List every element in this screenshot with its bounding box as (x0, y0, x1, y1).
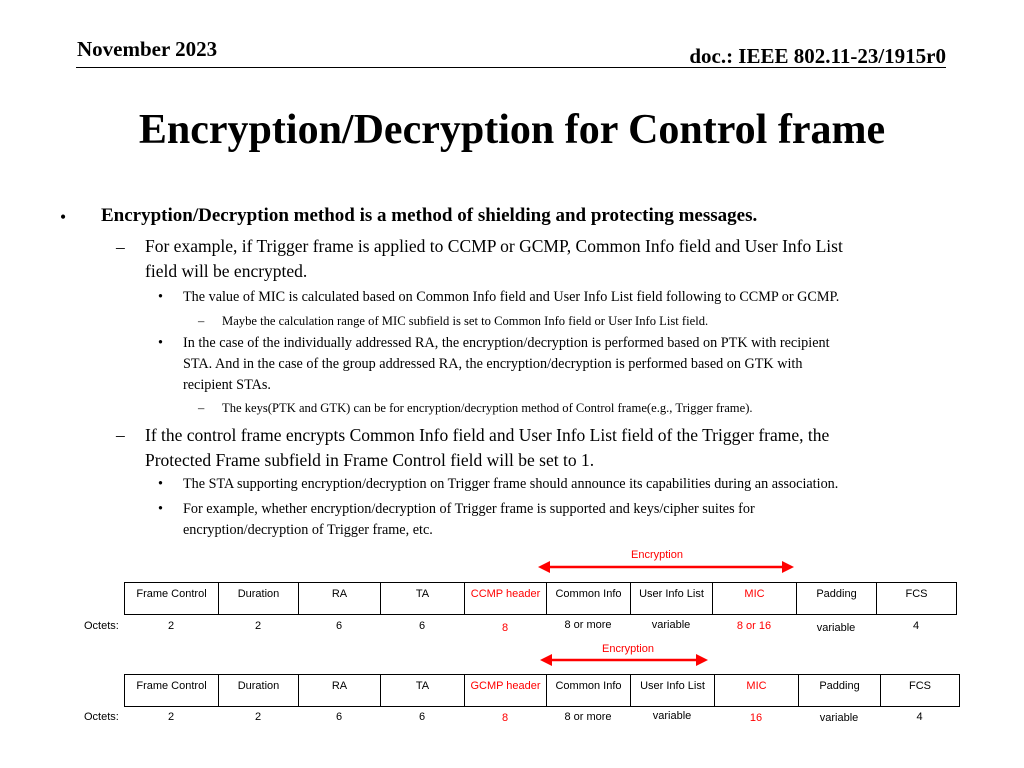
frame-format-figure (0, 540, 1024, 768)
field-mic: MIC (713, 583, 797, 615)
octet-value: 2 (254, 711, 262, 723)
encryption-arrow (538, 561, 794, 573)
octet-value: 2 (167, 620, 175, 632)
field-gcmp-header: GCMP header (465, 675, 547, 707)
bullet-marker: • (158, 335, 163, 351)
bullet-level4: Maybe the calculation range of MIC subfield is set to Common Info field or User Info List field. (222, 314, 709, 328)
dash-marker: – (198, 314, 205, 328)
bullet-level3-line: recipient STAs. (183, 377, 271, 393)
encryption-label: Encryption (602, 643, 654, 655)
field-mic: MIC (715, 675, 799, 707)
bullet-level1: Encryption/Decryption method is a method of shielding and protecting messages. (101, 205, 758, 226)
octet-value: variable (652, 710, 692, 722)
bullet-level2-line: field will be encrypted. (145, 261, 308, 281)
octet-value: 2 (254, 620, 262, 632)
octet-value: 4 (912, 620, 920, 632)
header-doc-id: doc.: IEEE 802.11-23/1915r0 (689, 44, 946, 68)
slide-title: Encryption/Decryption for Control frame (138, 107, 886, 153)
field-fcs: FCS (881, 675, 960, 707)
octet-value: 4 (916, 711, 923, 723)
octet-value: 8 or more (564, 711, 612, 723)
field-user-info-list: User Info List (631, 675, 715, 707)
field-duration: Duration (219, 675, 299, 707)
octet-value: 8 or more (564, 619, 612, 631)
field-ra: RA (299, 675, 381, 707)
dash-marker: – (198, 401, 205, 415)
bullet-marker: • (158, 476, 163, 492)
bullet-level3-line: For example, whether encryption/decryption of Trigger frame is supported and keys/cipher suites for (183, 501, 755, 517)
octet-value: variable (816, 622, 856, 634)
bullet-level3: The value of MIC is calculated based on Common Info field and User Info List field following to CCMP or GCMP. (183, 289, 840, 305)
octet-value: 8 (501, 712, 509, 724)
bullet-level3-line: encryption/decryption of Trigger frame, etc. (183, 522, 433, 538)
encryption-label: Encryption (631, 549, 683, 561)
field-user-info-list: User Info List (631, 583, 713, 615)
octet-value: 6 (418, 711, 426, 723)
octet-value: 8 (501, 622, 509, 634)
header-date: November 2023 (77, 37, 218, 61)
bullet-level3: The STA supporting encryption/decryption on Trigger frame should announce its capabilities during an association. (183, 476, 839, 492)
octet-value: 6 (418, 620, 426, 632)
octet-value: 8 or 16 (736, 620, 772, 632)
header-divider (76, 67, 946, 68)
bullet-marker: • (158, 501, 163, 517)
field-padding: Padding (797, 583, 877, 615)
octet-value: variable (651, 619, 691, 631)
field-ra: RA (299, 583, 381, 615)
field-padding: Padding (799, 675, 881, 707)
field-duration: Duration (219, 583, 299, 615)
octet-value: 6 (335, 711, 343, 723)
ccmp-frame-table (124, 582, 957, 615)
field-fcs: FCS (877, 583, 957, 615)
gcmp-frame-table (124, 674, 960, 707)
field-ta: TA (381, 583, 465, 615)
octet-value: 6 (335, 620, 343, 632)
dash-marker: – (116, 237, 125, 257)
field-frame-control: Frame Control (125, 675, 219, 707)
octet-value: 2 (167, 711, 175, 723)
field-ccmp-header: CCMP header (465, 583, 547, 615)
bullet-marker: • (158, 289, 163, 305)
octets-label: Octets: (84, 711, 119, 723)
bullet-level2-line: For example, if Trigger frame is applied to CCMP or GCMP, Common Info field and User Info List (145, 236, 843, 256)
field-frame-control: Frame Control (125, 583, 219, 615)
bullet-level3-line: STA. And in the case of the group addressed RA, the encryption/decryption is performed based on GTK with (183, 356, 803, 372)
octet-value: 16 (749, 712, 763, 724)
encryption-arrow (540, 654, 708, 666)
bullet-level2-line: Protected Frame subfield in Frame Control field will be set to 1. (145, 450, 595, 470)
bullet-level4: The keys(PTK and GTK) can be for encryption/decryption method of Control frame(e.g., Trigger frame). (222, 401, 753, 415)
dash-marker: – (116, 425, 125, 445)
field-common-info: Common Info (547, 583, 631, 615)
bullet-level2-line: If the control frame encrypts Common Info field and User Info List field of the Trigger frame, the (145, 425, 830, 445)
bullet-level3-line: In the case of the individually addressed RA, the encryption/decryption is performed based on PTK with recipient (183, 335, 830, 351)
octet-value: variable (819, 712, 859, 724)
field-common-info: Common Info (547, 675, 631, 707)
bullet-marker: • (60, 207, 67, 227)
octets-label: Octets: (84, 620, 119, 632)
field-ta: TA (381, 675, 465, 707)
